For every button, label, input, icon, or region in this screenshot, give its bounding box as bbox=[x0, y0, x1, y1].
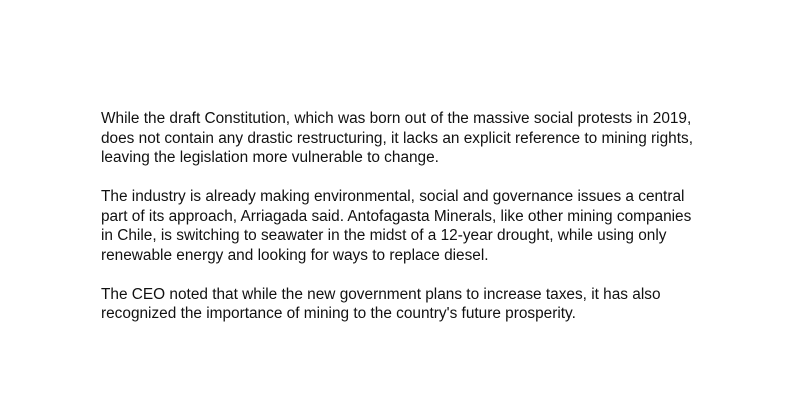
paragraph-line: renewable energy and looking for ways to replace diesel. bbox=[101, 246, 489, 264]
paragraph-line: in Chile, is switching to seawater in the midst of a 12-year drought, while using only bbox=[101, 227, 667, 244]
paragraph-line: part of its approach, Arriagada said. Antofagasta Minerals, like other mining companies bbox=[101, 207, 692, 225]
paragraph-line: The industry is already making environmental, social and governance issues a central bbox=[101, 188, 685, 205]
paragraph-2 bbox=[101, 187, 701, 265]
paragraph-line: does not contain any drastic restructuring, it lacks an explicit reference to mining rights, bbox=[101, 129, 693, 147]
paragraph-line: The CEO noted that while the new government plans to increase taxes, it has also bbox=[101, 285, 661, 303]
paragraph-3 bbox=[101, 285, 701, 324]
paragraph-line: While the draft Constitution, which was born out of the massive social protests in 2019, bbox=[101, 110, 692, 127]
paragraph-1 bbox=[101, 109, 701, 168]
paragraph-line: recognized the importance of mining to the country's future prosperity. bbox=[101, 305, 576, 322]
document-body bbox=[101, 109, 701, 343]
paragraph-line: leaving the legislation more vulnerable to change. bbox=[101, 149, 439, 166]
